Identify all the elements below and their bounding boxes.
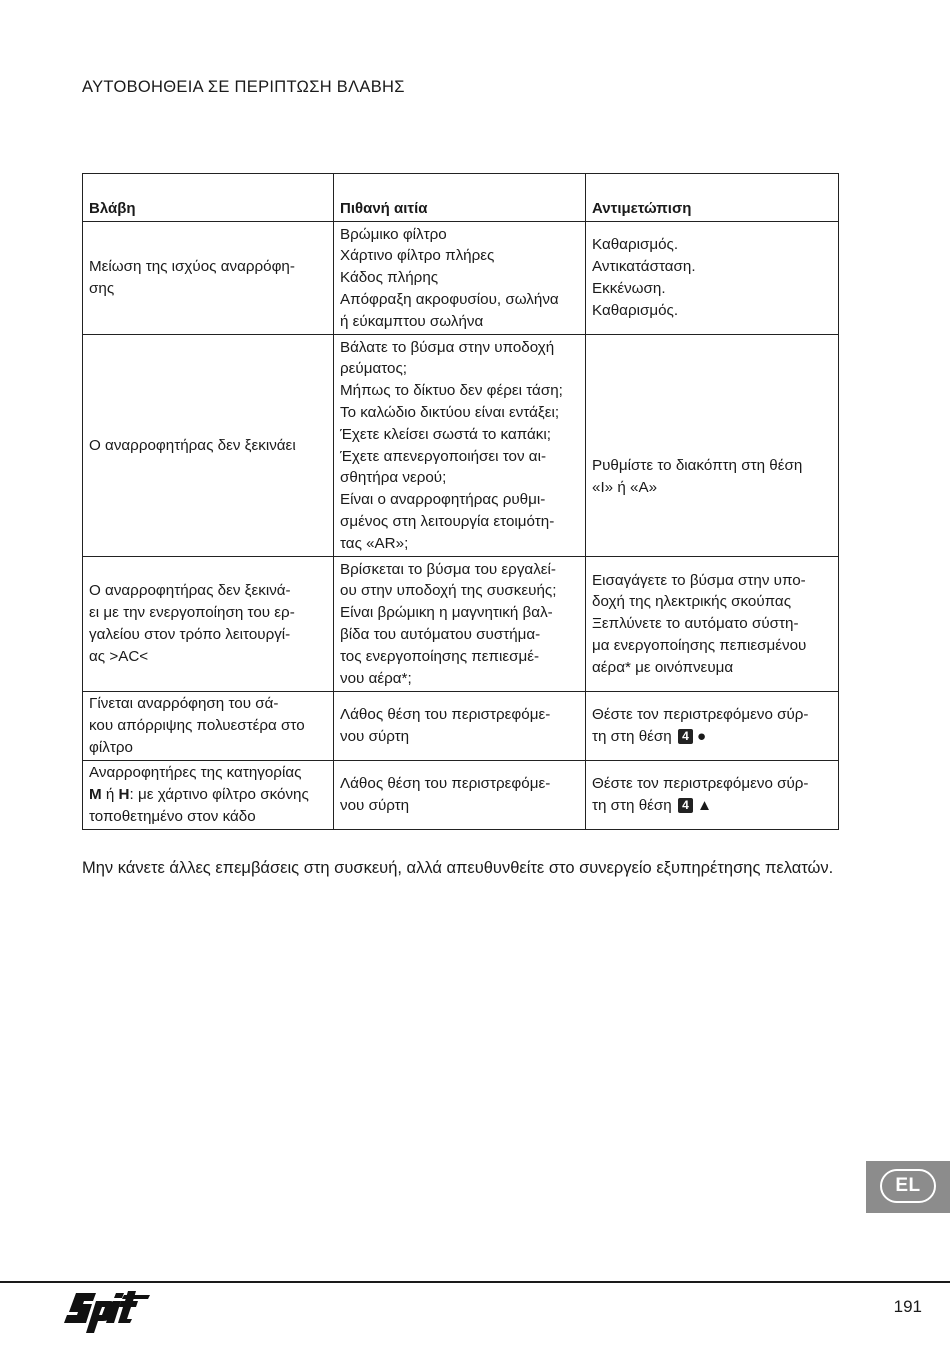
cell-line: νου σύρτη — [340, 728, 410, 745]
cell-line: Αντικατάσταση. — [592, 258, 696, 276]
header-fault: Βλάβη — [83, 174, 334, 222]
cell-line: νου σύρτη — [340, 797, 410, 814]
troubleshooting-table — [82, 173, 839, 830]
cell-line: Χάρτινο φίλτρο πλήρες — [340, 247, 495, 265]
remedy-cell — [586, 557, 839, 692]
cell-line: ρεύματος; — [340, 360, 408, 378]
cell-line: σης — [89, 280, 115, 297]
cell-line: τος ενεργοποίησης πεπιεσμέ- — [340, 647, 540, 665]
remedy-cell — [586, 222, 839, 335]
cell-text: ή — [101, 786, 119, 804]
cell-line — [592, 795, 832, 817]
cell-line: Θέστε τον περιστρεφόμενο σύρ- — [592, 706, 809, 724]
remedy-cell — [586, 692, 839, 761]
header-cause: Πιθανή αιτία — [334, 174, 586, 222]
cell-line: Βρίσκεται το βύσμα του εργαλεί- — [340, 560, 556, 578]
cell-line: Λάθος θέση του περιστρεφόμε- — [340, 775, 551, 793]
cell-line: σμένος στη λειτουργία ετοιμότη- — [340, 512, 555, 530]
cell-line: Ο αναρροφητήρας δεν ξεκινά- — [89, 582, 291, 600]
cell-text: : με χάρτινο φίλτρο σκόνης — [129, 786, 309, 804]
cell-line: ει με την ενεργοποίηση του ερ- — [89, 604, 295, 622]
circle-icon: ● — [696, 728, 707, 745]
cell-line: Εκκένωση. — [592, 280, 666, 297]
cell-line: τοποθετημένο στον κάδο — [89, 807, 256, 825]
table-row — [83, 692, 839, 761]
cell-line: Θέστε τον περιστρεφόμενο σύρ- — [592, 775, 809, 793]
cell-line: Ξεπλύνετε το αυτόματο σύστη- — [592, 615, 799, 633]
cell-text: τη στη θέση — [592, 728, 672, 745]
header-remedy: Αντιμετώπιση — [586, 174, 839, 222]
cell-line — [89, 784, 327, 806]
position-number-badge: 4 — [678, 729, 693, 744]
cell-line: Έχετε απενεργοποιήσει τον αι- — [340, 447, 547, 465]
class-h-label: H — [118, 786, 130, 804]
triangle-icon: ▲ — [696, 797, 713, 814]
cause-cell — [334, 222, 586, 335]
cause-cell — [334, 692, 586, 761]
table-row — [83, 761, 839, 830]
cell-line: σθητήρα νερού; — [340, 469, 447, 487]
cause-cell — [334, 557, 586, 692]
fault-cell — [83, 557, 334, 692]
cause-cell — [334, 761, 586, 830]
cell-line: βίδα του αυτόματου συστήμα- — [340, 626, 541, 643]
cell-line: «I» ή «A» — [592, 478, 658, 496]
cell-line: Ο αναρροφητήρας δεν ξεκινάει — [89, 436, 296, 454]
table-row — [83, 335, 839, 557]
table-header-row — [83, 174, 839, 222]
cell-line: Βάλατε το βύσμα στην υποδοχή — [340, 338, 555, 356]
cell-line: νου αέρα*; — [340, 669, 412, 687]
cell-line: ου στην υποδοχή της συσκευής; — [340, 582, 557, 600]
table-row — [83, 222, 839, 335]
cell-line: τας «AR»; — [340, 534, 409, 552]
cell-line: δοχή της ηλεκτρικής σκούπας — [592, 593, 792, 611]
cell-line — [592, 726, 832, 748]
remedy-cell — [586, 761, 839, 830]
position-number-badge: 4 — [678, 798, 693, 813]
page-heading: ΑΥΤΟΒΟΗΘΕΙΑ ΣΕ ΠΕΡΙΠΤΩΣΗ ΒΛΑΒΗΣ — [82, 78, 405, 96]
cell-line: Είναι βρώμικη η μαγνητική βαλ- — [340, 604, 553, 622]
fault-cell — [83, 761, 334, 830]
fault-cell — [83, 222, 334, 335]
cell-line: Λάθος θέση του περιστρεφόμε- — [340, 706, 551, 724]
fault-cell — [83, 692, 334, 761]
cell-line: Ρυθμίστε το διακόπτη στη θέση — [592, 456, 803, 474]
page-number: 191 — [893, 1297, 922, 1316]
cell-line: Έχετε κλείσει σωστά το καπάκι; — [340, 425, 551, 443]
fault-cell — [83, 335, 334, 557]
cell-line: Βρώμικο φίλτρο — [340, 225, 447, 243]
cell-line: μα ενεργοποίησης πεπιεσμένου — [592, 636, 807, 654]
table-row — [83, 557, 839, 692]
cell-line: Απόφραξη ακροφυσίου, σωλήνα — [340, 290, 559, 308]
cell-line: Είναι ο αναρροφητήρας ρυθμι- — [340, 491, 546, 509]
cell-line: ας >AC< — [89, 647, 149, 665]
class-m-label: M — [89, 786, 102, 804]
cell-text: τη στη θέση — [592, 797, 672, 814]
cell-line: Μήπως το δίκτυο δεν φέρει τάση; — [340, 382, 563, 400]
service-note: Μην κάνετε άλλες επεμβάσεις στη συσκευή, αλλά απευθυνθείτε στο συνεργείο εξυπηρέτησης πελατών. — [82, 859, 834, 877]
cell-line: Γίνεται αναρρόφηση του σά- — [89, 695, 279, 713]
cell-line: Καθαρισμός. — [592, 301, 679, 319]
cell-line: αέρα* με οινόπνευμα — [592, 658, 734, 676]
cell-line: Καθαρισμός. — [592, 236, 679, 254]
language-tab — [866, 1161, 950, 1213]
cell-line: Κάδος πλήρης — [340, 269, 439, 287]
cell-line: ή εύκαμπτου σωλήνα — [340, 312, 484, 330]
cell-line: Αναρροφητήρες της κατηγορίας — [89, 764, 302, 782]
cell-line: Εισαγάγετε το βύσμα στην υπο- — [592, 571, 806, 589]
cell-line: γαλείου στον τρόπο λειτουργί- — [89, 626, 291, 643]
cell-line: Το καλώδιο δικτύου είναι εντάξει; — [340, 403, 560, 421]
cell-line: κου απόρριψης πολυεστέρα στο — [89, 717, 305, 735]
cell-line: Μείωση της ισχύος αναρρόφη- — [89, 258, 295, 276]
spit-logo — [62, 1287, 150, 1335]
footer-divider — [0, 1281, 950, 1283]
remedy-cell — [586, 335, 839, 557]
cell-line: φίλτρο — [89, 738, 133, 756]
language-badge: EL — [880, 1169, 936, 1203]
cause-cell — [334, 335, 586, 557]
